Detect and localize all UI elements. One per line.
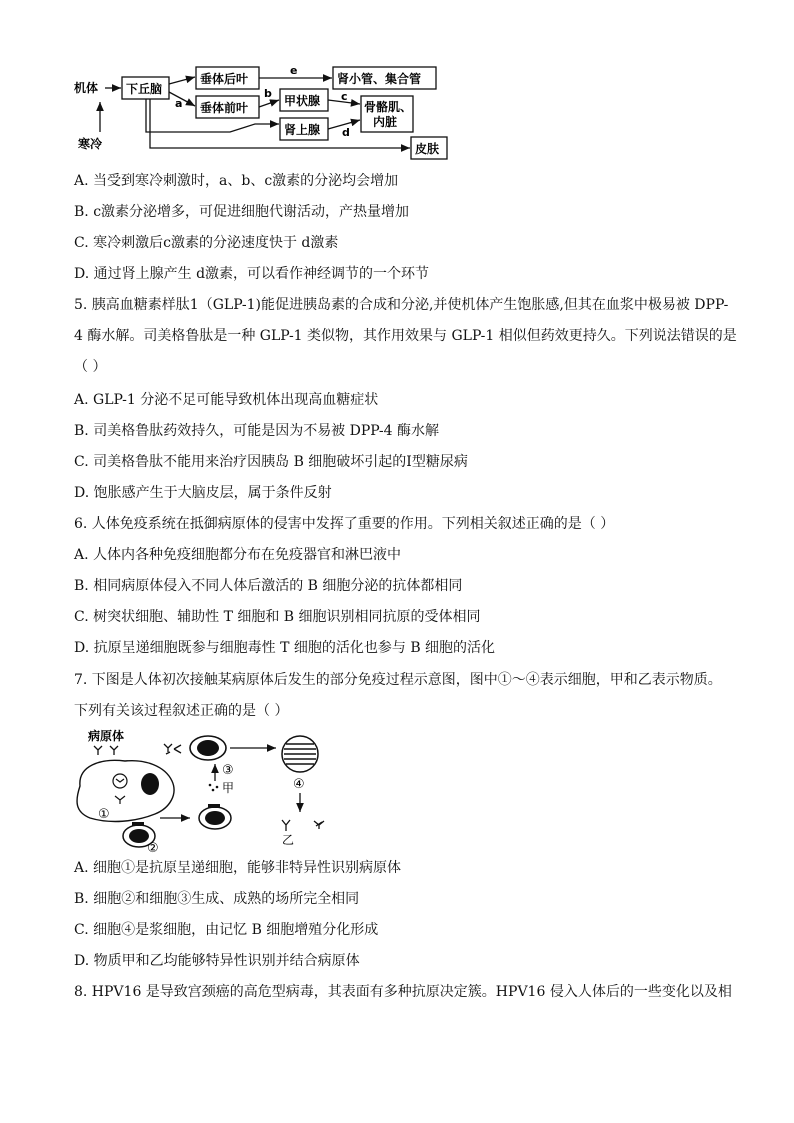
q5-stem-line3: （ ）: [74, 359, 107, 375]
cell-2-nucleus: [129, 829, 149, 843]
cell-2-receptor: [132, 822, 144, 826]
cell-1-nucleus: [141, 773, 159, 795]
xiaqiunao-text: 下丘脑: [126, 82, 163, 96]
activated-cell-receptor: [208, 804, 220, 808]
q7-option-a: A. 细胞①是抗原呈递细胞，能够非特异性识别病原体: [74, 860, 402, 876]
shenxiaoguan-text: 肾小管、集合管: [337, 72, 422, 86]
guge-text-2: 内脏: [373, 115, 398, 129]
jiazhuangxian-text: 甲状腺: [284, 94, 321, 108]
antigen-icon: [164, 744, 181, 754]
immune-process-diagram: [70, 726, 360, 854]
jiti-label: 机体: [74, 81, 99, 95]
q5-option-a: A. GLP-1 分泌不足可能导致机体出现高血糖症状: [74, 392, 379, 408]
shenshangxian-text: 肾上腺: [284, 123, 321, 137]
chuitihouye-text: 垂体后叶: [200, 72, 249, 86]
activated-cell-nucleus: [205, 811, 225, 825]
q5-option-c: C. 司美格鲁肽不能用来治疗因胰岛 B 细胞破坏引起的Ⅰ型糖尿病: [74, 454, 468, 470]
q6-option-a: A. 人体内各种免疫细胞都分布在免疫器官和淋巴液中: [74, 547, 402, 563]
antibody-icon: [282, 820, 324, 831]
cell-2-label: ②: [147, 841, 159, 854]
label-b: b: [264, 87, 272, 100]
cell-4-label: ④: [293, 777, 305, 792]
q7-option-c: C. 细胞④是浆细胞，由记忆 B 细胞增殖分化形成: [74, 922, 379, 938]
q4-option-b: B. c激素分泌增多，可促进细胞代谢活动，产热量增加: [74, 204, 410, 220]
guge-text-1: 骨骼肌、: [364, 100, 413, 114]
label-e: e: [290, 64, 298, 77]
hanleng-label: 寒冷: [78, 137, 103, 151]
label-d: d: [342, 126, 350, 139]
hormone-regulation-diagram: [70, 62, 460, 162]
q5-stem-line1: 5. 胰高血糖素样肽1（GLP-1)能促进胰岛素的合成和分泌,并使机体产生饱胀感,但其在血浆中极易被 DPP-: [74, 297, 729, 313]
q5-option-b: B. 司美格鲁肽药效持久，可能是因为不易被 DPP-4 酶水解: [74, 423, 440, 439]
q4-option-a: A. 当受到寒冷刺激时，a、b、c激素的分泌均会增加: [74, 173, 399, 189]
jia-label: 甲: [222, 781, 235, 795]
yi-label: 乙: [282, 833, 295, 847]
substance-jia-dots: [209, 784, 219, 792]
label-c: c: [341, 90, 348, 103]
q6-option-b: B. 相同病原体侵入不同人体后激活的 B 细胞分泌的抗体都相同: [74, 578, 463, 594]
pathogen-label: 病原体: [88, 729, 125, 743]
chuitiqianye-text: 垂体前叶: [200, 101, 249, 115]
q5-stem-line2: 4 酶水解。司美格鲁肽是一种 GLP-1 类似物，其作用效果与 GLP-1 相似但药效更持久。下列说法错误的是: [74, 328, 737, 344]
label-a: a: [175, 97, 183, 110]
pifu-text: 皮肤: [415, 142, 440, 156]
q7-stem-line1: 7. 下图是人体初次接触某病原体后发生的部分免疫过程示意图，图中①～④表示细胞，甲和乙表示物质。: [74, 672, 722, 688]
q6-option-c: C. 树突状细胞、辅助性 T 细胞和 B 细胞识别相同抗原的受体相同: [74, 609, 481, 625]
q8-stem-line1: 8. HPV16 是导致宫颈癌的高危型病毒，其表面有多种抗原决定簇。HPV16 侵入人体后的一些变化以及相: [74, 984, 732, 1000]
q7-option-d: D. 物质甲和乙均能够特异性识别并结合病原体: [74, 953, 360, 969]
q5-option-d: D. 饱胀感产生于大脑皮层，属于条件反射: [74, 485, 332, 501]
cell-1-label: ①: [98, 807, 110, 822]
pathogen-icon: [94, 746, 118, 755]
q7-option-b: B. 细胞②和细胞③生成、成熟的场所完全相同: [74, 891, 360, 907]
q4-option-d: D. 通过肾上腺产生 d激素，可以看作神经调节的一个环节: [74, 266, 430, 282]
q4-option-c: C. 寒冷刺激后c激素的分泌速度快于 d激素: [74, 235, 339, 251]
cell-1-outline: [77, 760, 174, 821]
cell-3-nucleus: [197, 740, 219, 756]
q7-stem-line2: 下列有关该过程叙述正确的是（ ）: [74, 703, 289, 719]
q6-stem: 6. 人体免疫系统在抵御病原体的侵害中发挥了重要的作用。下列相关叙述正确的是（ ）: [74, 516, 615, 532]
q6-option-d: D. 抗原呈递细胞既参与细胞毒性 T 细胞的活化也参与 B 细胞的活化: [74, 640, 496, 656]
cell-3-label: ③: [222, 763, 234, 778]
